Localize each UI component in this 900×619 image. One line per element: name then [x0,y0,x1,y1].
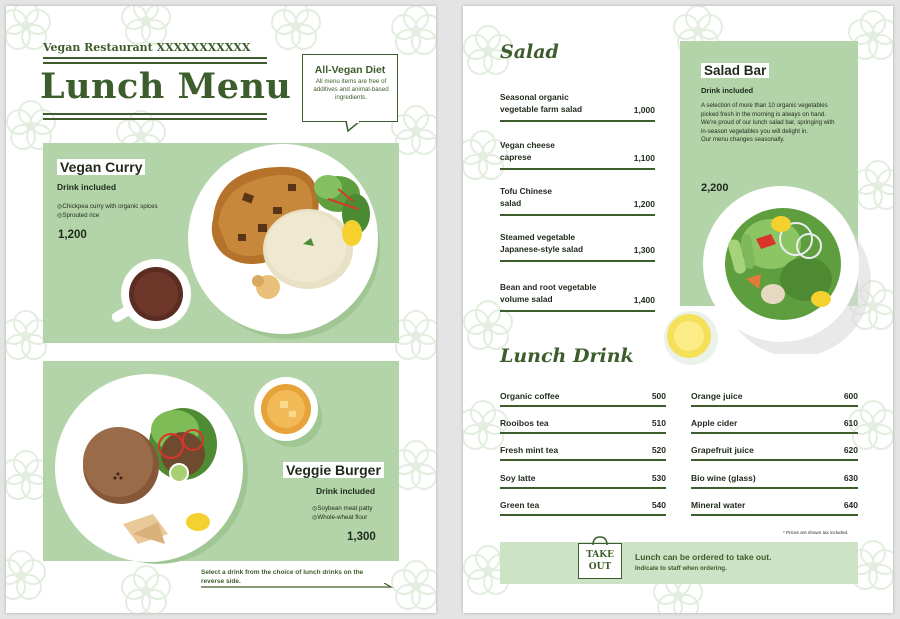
salad-item-price: 1,000 [633,105,655,115]
title-rule-top-2 [43,62,267,64]
salad-item [500,222,655,262]
callout-tail-icon [344,121,364,133]
salad-section-title: Salad [500,41,559,63]
drink-item-name: Soy latte [500,473,536,483]
all-vegan-callout [302,54,398,122]
curry-drink-included: Drink included [57,182,117,192]
prices-tax-note: * Prices are shown tax included. [783,530,849,535]
takeout-banner [500,542,858,584]
menu-page-front [6,6,436,613]
drink-item-price: 530 [651,473,666,483]
bag-handle-icon [590,536,610,546]
curry-price: 1,200 [58,229,87,241]
tea-cup-illustration [106,251,196,341]
lemon-drink-illustration [661,306,721,366]
salad-item-name: Steamed vegetable Japanese-style salad [500,232,584,254]
salad-bar-title: Salad Bar [701,63,769,78]
salad-item [500,130,655,170]
salad-item-name: Vegan cheese caprese [500,140,555,162]
drink-item-price: 500 [651,391,666,401]
burger-price: 1,300 [347,531,376,543]
drink-item [500,407,666,434]
drink-item [691,489,858,516]
salad-item [500,82,655,122]
title-rule-bottom-2 [43,118,267,120]
takeout-instruction: Indicate to staff when ordering. [635,565,727,572]
salad-item-name: Seasonal organic vegetable farm salad [500,92,583,114]
veggie-burger-title: Veggie Burger [283,462,384,478]
takeout-message: Lunch can be ordered to take out. [635,552,772,562]
drink-item-name: Organic coffee [500,391,560,401]
drink-item-price: 510 [651,418,666,428]
burger-plate-illustration [43,374,258,564]
burger-drink-included: Drink included [316,486,376,496]
drink-item [500,434,666,461]
drink-item-price: 520 [651,445,666,455]
salad-bar-description: A selection of more than 10 organic vegetables picked fresh in the morning is always on hand. We're proud of our lunch salad bar, springing with in-season vegetables you will delight in. Our menu changes seasonally. [701,102,835,144]
drink-item [691,434,858,461]
drink-item-name: Rooibos tea [500,418,549,428]
drink-item-price: 640 [843,500,858,510]
drink-selection-note: Select a drink from the choice of lunch drinks on the reverse side. [201,569,364,585]
restaurant-name: Vegan Restaurant XXXXXXXXXXX [43,41,251,54]
drink-item-price: 540 [651,500,666,510]
drink-section-title: Lunch Drink [500,345,634,367]
burger-desc-2: ◎Whole-wheat flour [312,514,368,521]
salad-item [500,272,655,312]
drink-item-price: 600 [843,391,858,401]
drink-item [691,407,858,434]
salad-item-price: 1,100 [633,153,655,163]
drink-item-price: 610 [843,418,858,428]
drink-item [500,380,666,407]
curry-desc-1: ◎Chickpea curry with organic spices [57,203,158,210]
curry-desc-2: ◎Sprouted rice [57,212,100,219]
drink-item-name: Bio wine (glass) [691,473,756,483]
footnote-arrow-icon [201,583,401,593]
takeout-badge-line1: TAKE [586,550,614,560]
salad-item-name: Bean and root vegetable volume salad [500,282,597,304]
drink-item-price: 620 [843,445,858,455]
salad-bar-drink-included: Drink included [701,86,754,95]
drink-item-name: Apple cider [691,418,738,428]
drink-item [500,489,666,516]
burger-desc-1: ◎Soybean meat patty [312,505,373,512]
title-rule-bottom [43,113,267,115]
salad-item [500,176,655,216]
drink-item-name: Orange juice [691,391,743,401]
callout-text: All menu items are free of additives and animal-based ingredients. [313,78,389,101]
drink-item-price: 630 [843,473,858,483]
callout-title: All-Vegan Diet [314,64,386,76]
salad-item-price: 1,300 [633,245,655,255]
takeout-bag-icon [578,543,622,579]
salad-item-price: 1,400 [633,295,655,305]
menu-page-back [463,6,893,613]
drink-item-name: Grapefruit juice [691,445,754,455]
takeout-badge-line2: OUT [588,562,612,572]
drink-item [691,380,858,407]
drink-item-name: Green tea [500,500,540,510]
salad-item-name: Tofu Chinese salad [500,186,552,208]
drink-item [691,462,858,489]
salad-bowl-illustration [701,184,893,354]
salad-item-price: 1,200 [633,199,655,209]
vegan-curry-title: Vegan Curry [57,159,145,175]
juice-glass-illustration [244,369,329,449]
drink-item-name: Mineral water [691,500,746,510]
curry-plate-illustration [178,139,408,344]
title-rule-top [43,57,267,59]
page-title: Lunch Menu [40,66,292,107]
salad-bar-price: 2,200 [701,182,729,194]
drink-item-name: Fresh mint tea [500,445,559,455]
drink-item [500,462,666,489]
